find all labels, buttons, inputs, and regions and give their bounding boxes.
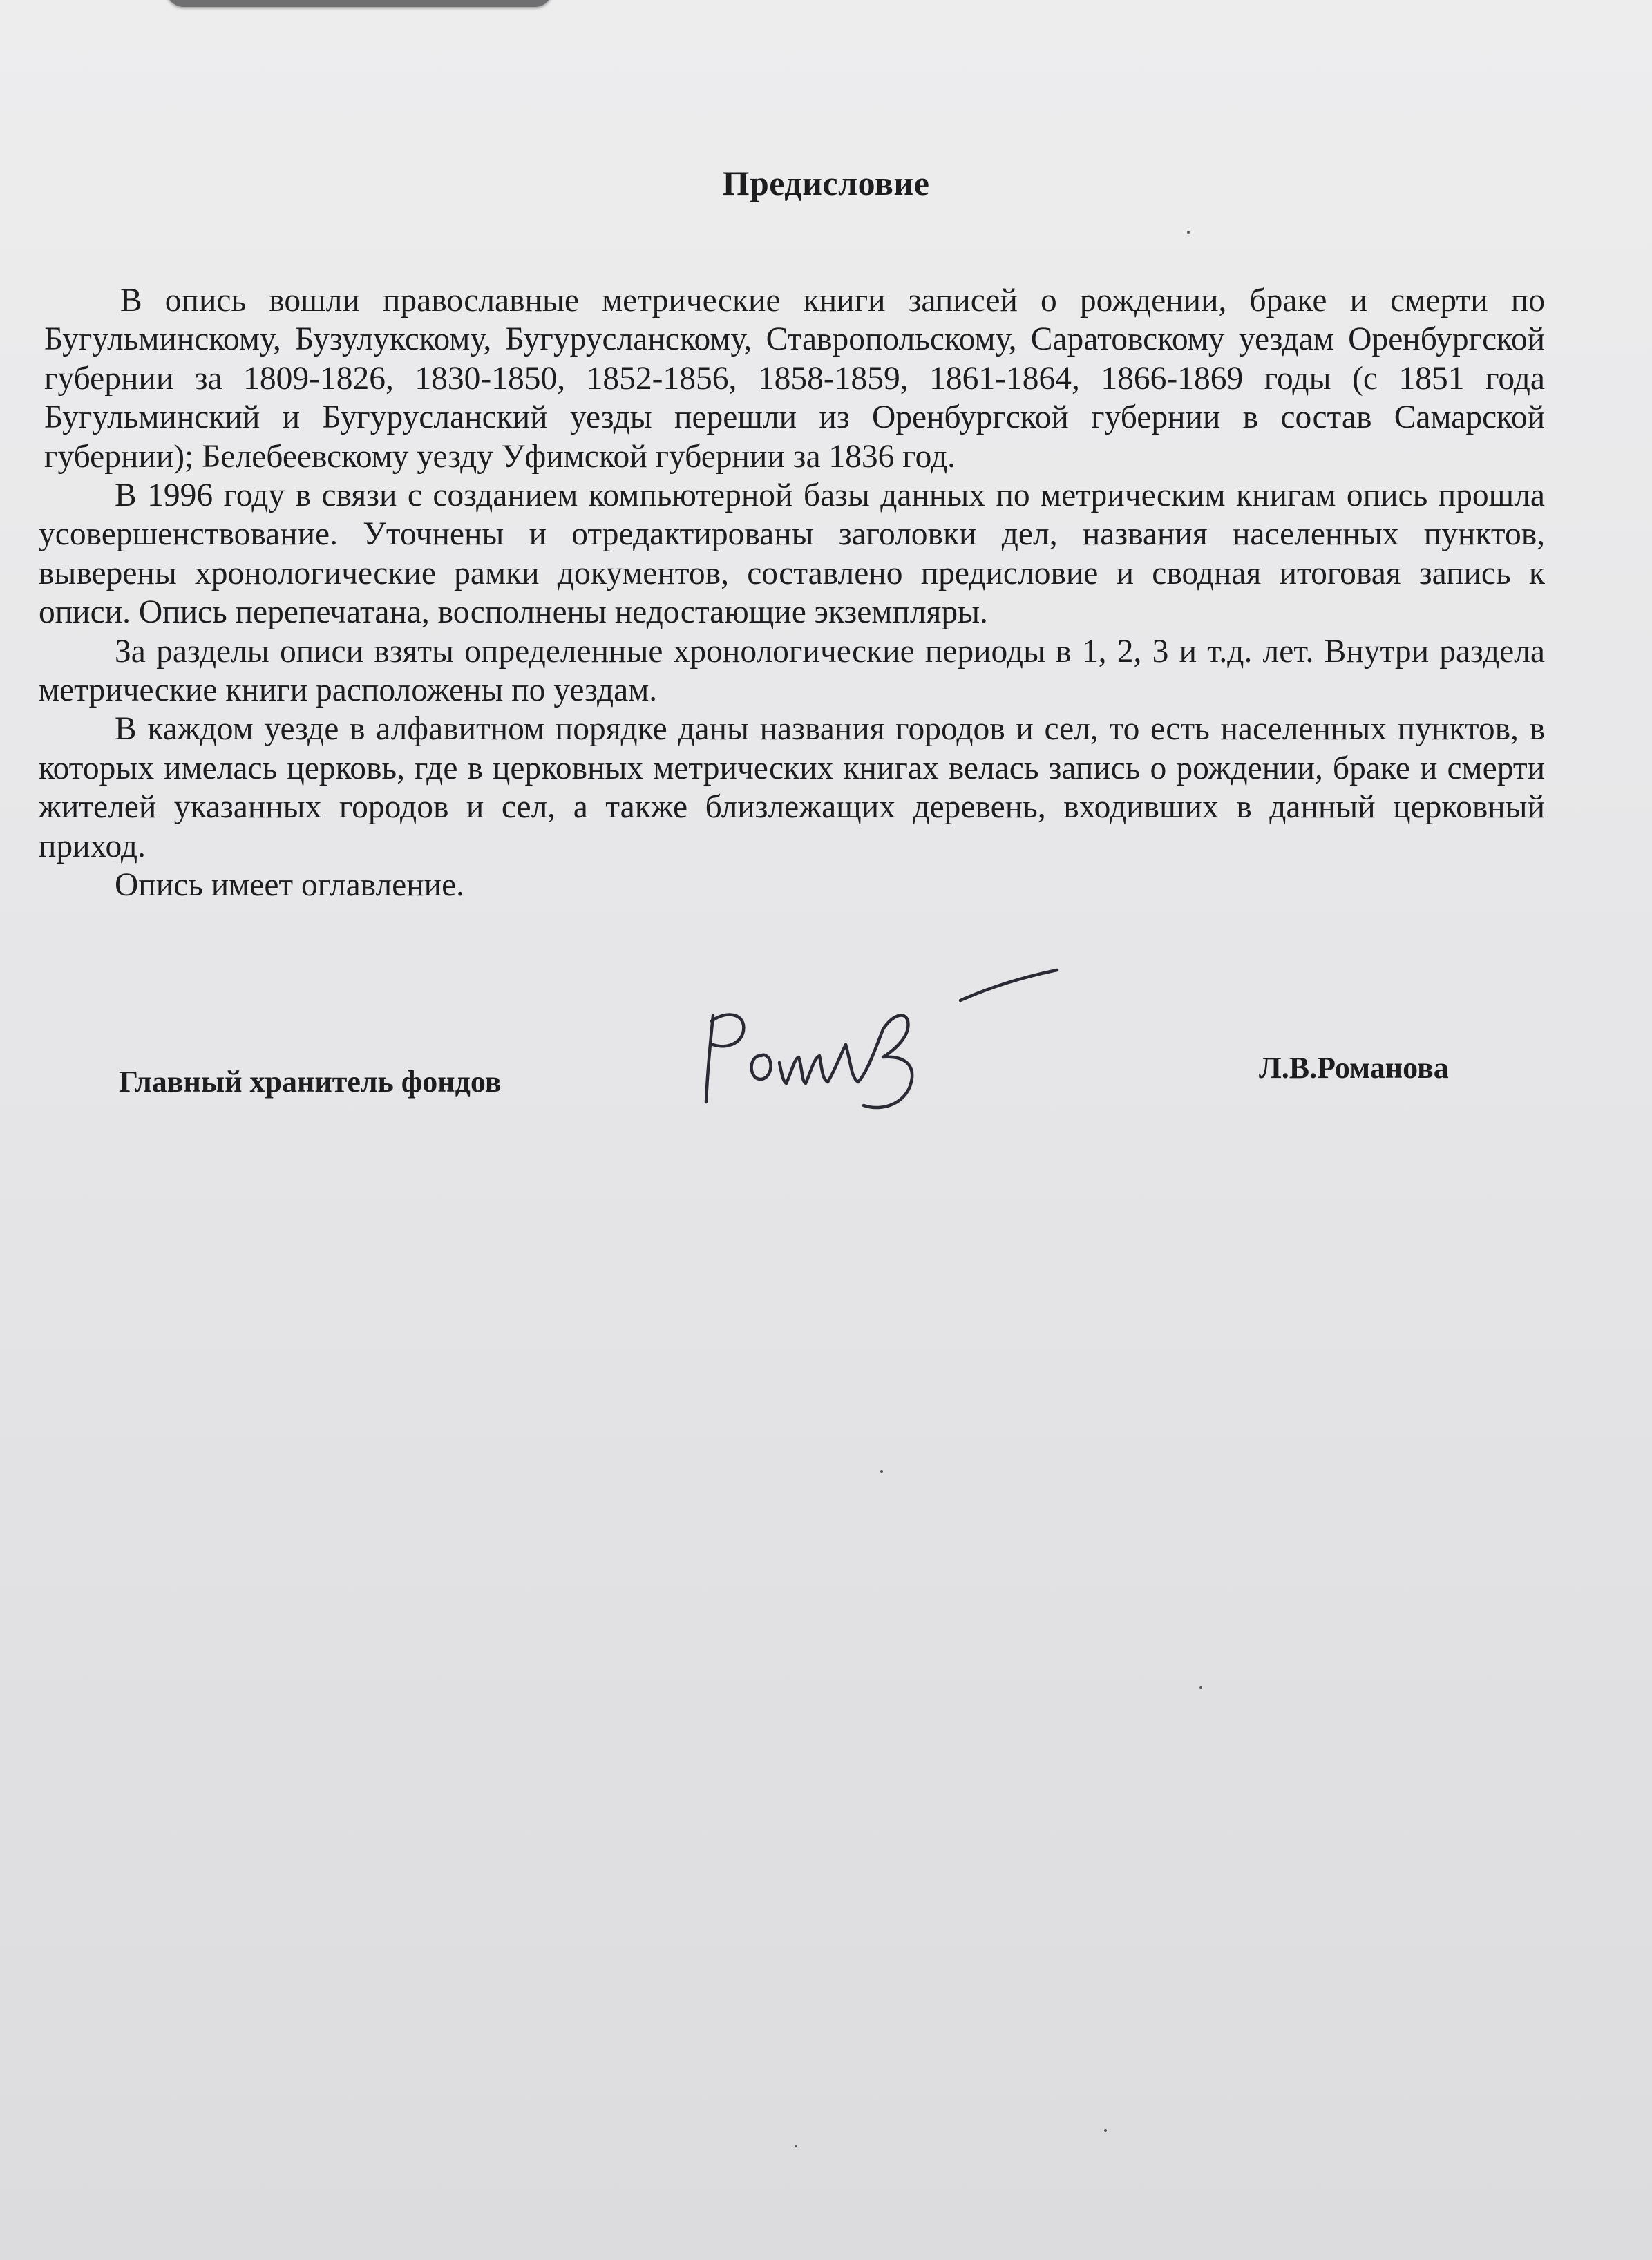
paragraph-3: За разделы описи взяты определенные хронологические периоды в 1, 2, 3 и т.д. лет. Внутри раздела метрические книги расположены по уездам. xyxy=(39,633,1545,709)
signatory-name: Л.В.Романова xyxy=(1259,1051,1449,1085)
signatory-title: Главный хранитель фондов xyxy=(119,1065,502,1099)
paper-speck xyxy=(795,2145,797,2147)
paper-speck xyxy=(1187,231,1190,234)
paragraph-1: В опись вошли православные метрические книги записей о рождении, браке и смерти по Бугульминскому, Бузулукскому, Бугурусланскому, Ставропольскому, Саратовскому уездам Оренбургской губернии за 1809-1826, 1830-1850, 1852-1856, 1858-1859, 1861-1864, 1866-1869 годы (с 1851 года Бугульминский и Бугурусланский уезды перешли из Оренбургской губернии в состав Самарской губернии); Белебеевскому уезду Уфимской губернии за 1836 год. xyxy=(44,283,1545,475)
handwritten-signature xyxy=(698,967,1071,1126)
page-title: Предисловие xyxy=(722,164,930,202)
paragraph-2: В 1996 году в связи с созданием компьютерной базы данных по метрическим книгам опись прошла усовершенствование. Уточнены и отредактированы заголовки дел, названия населенных пунктов, выверены хронологические рамки документов, составлено предисловие и сводная итоговая запись к описи. Опись перепечатана, восполнены недостающие экземпляры. xyxy=(39,477,1545,631)
paper-speck xyxy=(1104,2129,1107,2132)
paragraph-5: Опись имеет оглавление. xyxy=(115,867,465,904)
paper-speck xyxy=(1199,1686,1202,1689)
paragraph-4: В каждом уезде в алфавитном порядке даны названия городов и сел, то есть населенных пунктов, в которых имелась церковь, где в церковных метрических книгах велась запись о рождении, браке и смерти жителей указанных городов и сел, а также близлежащих деревень, входивших в данный церковный приход. xyxy=(39,711,1545,864)
paper-speck xyxy=(880,1470,883,1473)
preface-body xyxy=(39,281,1545,905)
binder-tab xyxy=(166,0,553,7)
